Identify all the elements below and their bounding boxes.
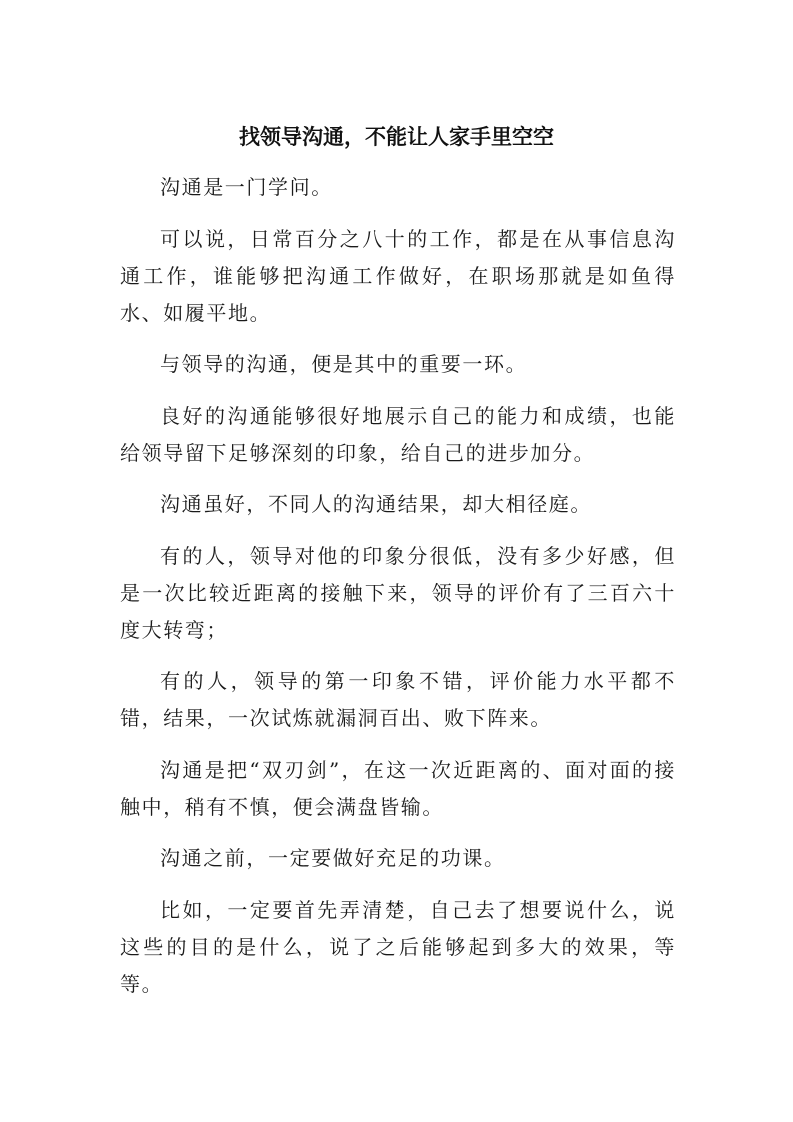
paragraph: 沟通虽好，不同人的沟通结果，却大相径庭。 [160,492,592,516]
paragraph: 良好的沟通能够很好地展示自己的能力和成绩，也能给领导留下足够深刻的印象，给自己的进步加分。 [120,403,676,465]
paragraph: 沟通之前，一定要做好充足的功课。 [160,846,506,870]
paragraph: 有的人，领导的第一印象不错，评价能力水平都不错，结果，一次试炼就漏洞百出、败下阵来。 [120,669,676,730]
paragraph: 与领导的沟通，便是其中的重要一环。 [160,352,528,376]
paragraph: 沟通是一门学问。 [160,175,333,199]
document-title: 找领导沟通，不能让人家手里空空 [239,124,554,149]
document-body [120,169,676,1017]
paragraph: 可以说，日常百分之八十的工作，都是在从事信息沟通工作，谁能够把沟通工作做好，在职场那就是如鱼得水、如履平地。 [120,226,676,325]
paragraph: 比如，一定要首先弄清楚，自己去了想要说什么，说这些的目的是什么，说了之后能够起到多大的效果，等等。 [120,897,676,996]
paragraph: 沟通是把“双刃剑”，在这一次近距离的、面对面的接触中，稍有不慎，便会满盘皆输。 [120,757,676,819]
paragraph: 有的人，领导对他的印象分很低，没有多少好感，但是一次比较近距离的接触下来，领导的评价有了三百六十度大转弯； [120,543,676,642]
